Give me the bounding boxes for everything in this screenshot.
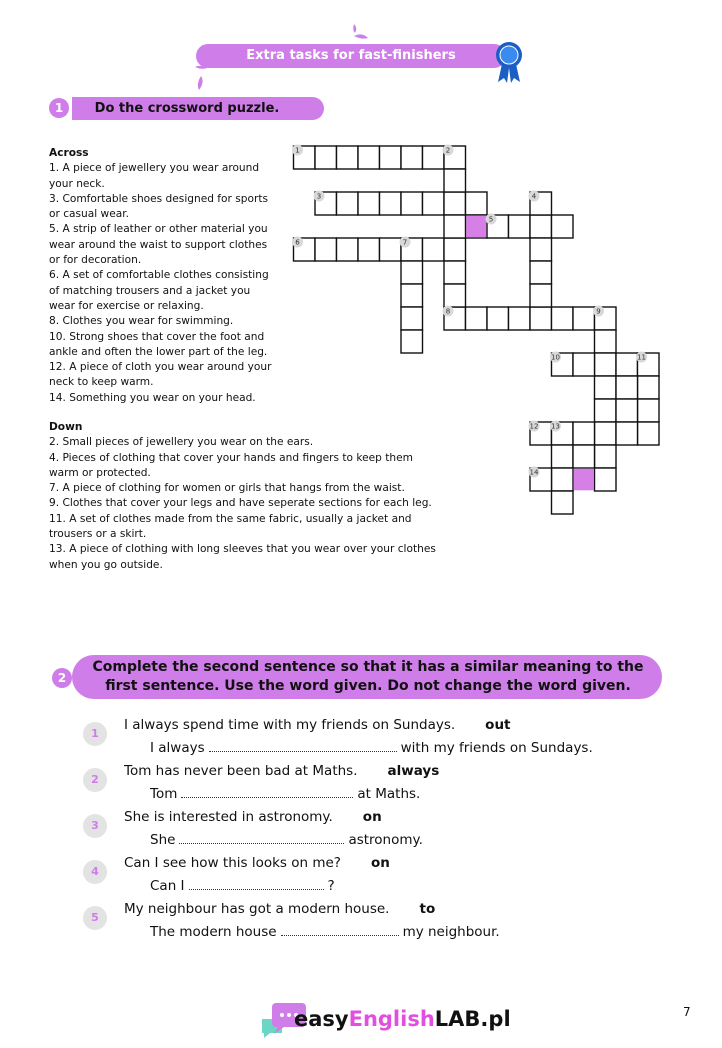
task-sentence-end: my neighbour. — [402, 924, 500, 940]
crossword-cell[interactable] — [337, 192, 359, 215]
across-clue-line: 1. A piece of jewellery you wear around — [49, 162, 260, 175]
page-number: 7 — [683, 1005, 691, 1019]
across-clue-line: your neck. — [49, 177, 105, 190]
clue-number: 7 — [402, 238, 408, 247]
clue-number: 10 — [551, 353, 560, 362]
crossword-cell[interactable] — [573, 422, 595, 445]
task-key-word: to — [419, 901, 436, 917]
task-sentence-start: Tom — [150, 786, 178, 802]
crossword-cell[interactable] — [466, 192, 488, 215]
crossword-cell[interactable] — [509, 215, 531, 238]
crossword-cell[interactable] — [552, 491, 574, 514]
down-clue-line: trousers or a skirt. — [49, 528, 147, 541]
task-sentence-start: She — [150, 832, 176, 848]
task-first-sentence — [124, 716, 511, 734]
crossword-cell[interactable] — [530, 307, 552, 330]
highlighted-cell — [574, 469, 594, 491]
crossword-cell[interactable] — [444, 284, 466, 307]
clue-number: 2 — [445, 146, 451, 155]
task-first-sentence — [124, 900, 435, 918]
crossword-cell[interactable] — [315, 238, 337, 261]
task-key-word: on — [362, 809, 382, 825]
task-sentence: My neighbour has got a modern house. — [124, 901, 390, 917]
clue-number: 6 — [295, 238, 300, 247]
crossword-cell[interactable] — [401, 307, 423, 330]
task-sentence: I always spend time with my friends on Sundays. — [124, 717, 456, 733]
clue-number: 12 — [529, 422, 539, 431]
crossword-cell[interactable] — [487, 307, 509, 330]
section1-title: Do the crossword puzzle. — [94, 101, 280, 116]
down-clue-line: when you go outside. — [49, 558, 163, 571]
crossword-cell[interactable] — [358, 146, 380, 169]
down-heading: Down — [49, 421, 83, 433]
task-number: 5 — [83, 906, 107, 930]
clue-number: 8 — [445, 307, 451, 316]
section1-number: 1 — [49, 98, 69, 118]
task-sentence-end: at Maths. — [357, 786, 421, 802]
task-sentence-start: I always — [150, 740, 205, 756]
task-first-sentence — [124, 854, 390, 872]
clue-number: 3 — [316, 192, 322, 201]
task-key-word: out — [485, 717, 511, 733]
crossword-cell[interactable] — [509, 307, 531, 330]
brand-english: English — [348, 1007, 435, 1031]
crossword-cell[interactable] — [638, 422, 660, 445]
crossword-cell[interactable] — [595, 399, 617, 422]
crossword-cell[interactable] — [573, 307, 595, 330]
across-clue-line: 10. Strong shoes that cover the foot and — [49, 330, 265, 343]
crossword-cell[interactable] — [466, 307, 488, 330]
across-clue-line: wear for exercise or relaxing. — [49, 299, 204, 312]
task-sentence: Can I see how this looks on me? — [124, 855, 341, 871]
task-number: 1 — [83, 722, 107, 746]
crossword-cell[interactable] — [530, 238, 552, 261]
across-heading: Across — [49, 147, 89, 159]
task-sentence-start: Can I — [150, 878, 185, 894]
crossword-cell[interactable] — [444, 238, 466, 261]
crossword-cell[interactable] — [573, 445, 595, 468]
across-clue-line: 12. A piece of cloth you wear around your — [49, 361, 272, 374]
crossword-cell[interactable] — [444, 261, 466, 284]
clue-number: 13 — [551, 422, 560, 431]
task-number: 3 — [83, 814, 107, 838]
section2-number: 2 — [52, 668, 72, 688]
down-clue-line: 2. Small pieces of jewellery you wear on the ears. — [49, 436, 314, 449]
task-sentence: Tom has never been bad at Maths. — [124, 763, 358, 779]
across-clue-line: ankle and often the lower part of the leg. — [49, 345, 268, 358]
task-first-sentence — [124, 808, 382, 826]
crossword-cell[interactable] — [358, 192, 380, 215]
clue-number: 14 — [529, 468, 539, 477]
crossword-cell[interactable] — [444, 192, 466, 215]
crossword-cell[interactable] — [358, 238, 380, 261]
crossword-cell[interactable] — [616, 353, 638, 376]
crossword-cell[interactable] — [616, 399, 638, 422]
crossword-cell[interactable] — [530, 215, 552, 238]
across-clue-line: or casual wear. — [49, 208, 129, 221]
task-sentence-start: The modern house — [150, 924, 277, 940]
across-clue-line: neck to keep warm. — [49, 376, 154, 389]
crossword-cell[interactable] — [638, 399, 660, 422]
across-clue-line: 8. Clothes you wear for swimming. — [49, 315, 234, 328]
across-clue-line: wear around the waist to support clothes — [49, 238, 268, 251]
down-clue-line: 13. A piece of clothing with long sleeves that you wear over your clothes — [49, 543, 436, 556]
down-clue-line: 4. Pieces of clothing that cover your hands and fingers to keep them — [49, 451, 413, 464]
task-second-sentence — [150, 877, 335, 895]
across-clue-line: or for decoration. — [49, 254, 142, 267]
crossword-cell[interactable] — [401, 284, 423, 307]
across-clue-line: 5. A strip of leather or other material you — [49, 223, 268, 236]
task-sentence-end: with my friends on Sundays. — [400, 740, 593, 756]
crossword-cell[interactable] — [423, 192, 445, 215]
task-number: 2 — [83, 768, 107, 792]
clue-number: 4 — [531, 192, 537, 201]
crossword-cell[interactable] — [337, 146, 359, 169]
crossword-cell[interactable] — [552, 468, 574, 491]
down-clue-line: 7. A piece of clothing for women or girls that hangs from the waist. — [49, 482, 405, 495]
task-number: 4 — [83, 860, 107, 884]
task-second-sentence — [150, 785, 420, 803]
crossword-cell[interactable] — [552, 307, 574, 330]
crossword-cell[interactable] — [595, 330, 617, 353]
task-key-word: on — [370, 855, 390, 871]
brand-easy: easy — [294, 1007, 349, 1031]
across-clue-line: 6. A set of comfortable clothes consisting — [49, 269, 269, 282]
task-sentence-end: ? — [327, 878, 335, 894]
answer-blank[interactable] — [281, 925, 399, 936]
crossword-cell[interactable] — [401, 261, 423, 284]
crossword-cell[interactable] — [638, 376, 660, 399]
brand-logo — [262, 1003, 511, 1039]
crossword-cell[interactable] — [595, 353, 617, 376]
down-clue-line: 9. Clothes that cover your legs and have seperate sections for each leg. — [49, 497, 432, 510]
section2-title: Complete the second sentence so that it has a similar meaning to the first sentence. Use the word given. Do not change the word given. — [92, 659, 644, 694]
answer-blank[interactable] — [209, 741, 397, 752]
clue-number: 11 — [637, 353, 646, 362]
crossword-cell[interactable] — [616, 376, 638, 399]
task-sentence-end: astronomy. — [348, 832, 423, 848]
crossword-cell[interactable] — [423, 238, 445, 261]
header-banner: Extra tasks for fast-finishers — [196, 44, 506, 68]
crossword-cell[interactable] — [552, 215, 574, 238]
crossword-cell[interactable] — [595, 445, 617, 468]
crossword-cell[interactable] — [444, 215, 466, 238]
task-first-sentence — [124, 762, 439, 780]
highlighted-cell — [466, 216, 486, 238]
clue-number: 5 — [488, 215, 494, 224]
crossword-cell[interactable] — [444, 169, 466, 192]
clue-number: 1 — [295, 146, 300, 155]
crossword-cell[interactable] — [530, 284, 552, 307]
answer-blank[interactable] — [179, 833, 344, 844]
crossword-cell[interactable] — [423, 146, 445, 169]
answer-blank[interactable] — [189, 879, 324, 890]
crossword-cell[interactable] — [595, 376, 617, 399]
crossword-cell[interactable] — [401, 146, 423, 169]
crossword-cell[interactable] — [595, 468, 617, 491]
crossword-cell[interactable] — [530, 261, 552, 284]
crossword-cell[interactable] — [380, 238, 402, 261]
crossword-cell[interactable] — [573, 353, 595, 376]
task-second-sentence — [150, 923, 500, 941]
crossword-cell[interactable] — [595, 422, 617, 445]
answer-blank[interactable] — [181, 787, 353, 798]
task-sentence: She is interested in astronomy. — [124, 809, 333, 825]
down-clue-line: warm or protected. — [49, 466, 151, 479]
across-clue-line: 14. Something you wear on your head. — [49, 391, 256, 404]
crossword-cell[interactable] — [616, 422, 638, 445]
brand-lab: LAB.pl — [434, 1007, 511, 1031]
across-clue-line: 3. Comfortable shoes designed for sports — [49, 192, 268, 205]
task-second-sentence — [150, 831, 423, 849]
crossword-cell[interactable] — [380, 192, 402, 215]
crossword-cell[interactable] — [315, 146, 337, 169]
crossword-cell[interactable] — [380, 146, 402, 169]
crossword-cell[interactable] — [337, 238, 359, 261]
crossword-cell[interactable] — [552, 445, 574, 468]
task-second-sentence — [150, 739, 593, 757]
crossword-cell[interactable] — [401, 192, 423, 215]
crossword-cell[interactable] — [401, 330, 423, 353]
clue-number: 9 — [596, 307, 601, 316]
down-clue-line: 11. A set of clothes made from the same fabric, usually a jacket and — [49, 512, 412, 525]
task-key-word: always — [387, 763, 440, 779]
across-clue-line: of matching trousers and a jacket you — [49, 284, 251, 297]
